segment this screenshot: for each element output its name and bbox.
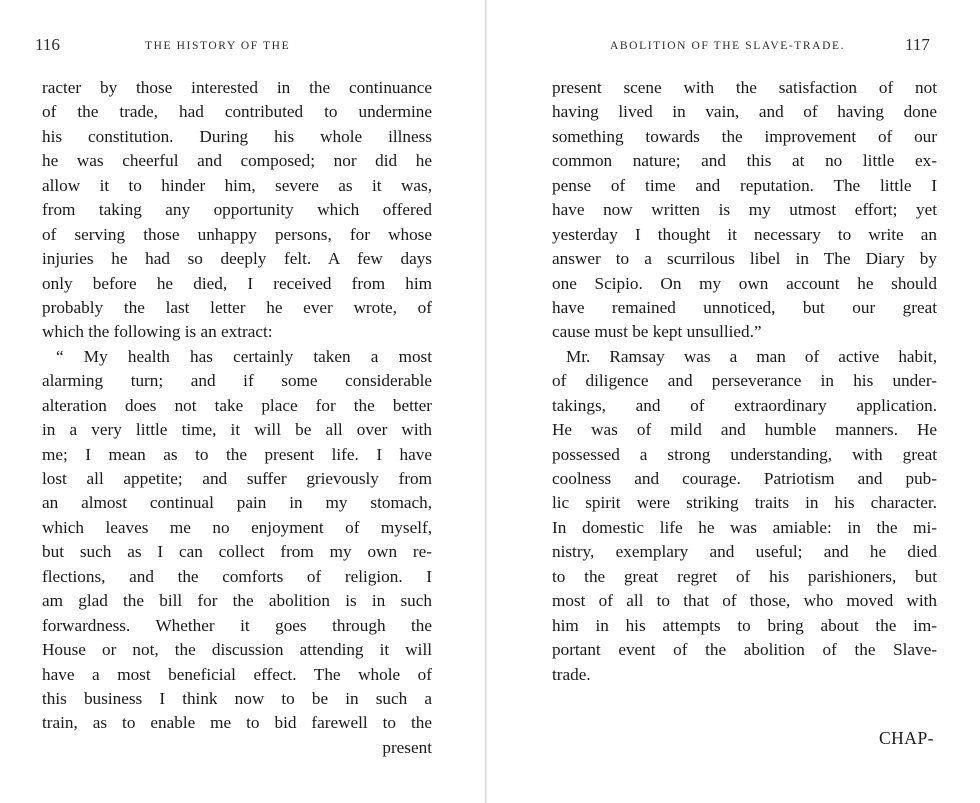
text-line: of diligence and perseverance in his under- [552,371,937,391]
text-line: injuries he had so deeply felt. A few days [42,249,432,269]
text-line: coolness and courage. Patriotism and pub- [552,469,937,488]
text-line: having lived in vain, and of having done [552,102,937,122]
text-line: from taking any opportunity which offered [42,200,432,220]
page-number: 116 [35,35,60,54]
text-line: train, as to enable me to bid farewell to the [42,713,432,733]
text-line: possessed a strong understanding, with great [552,444,937,464]
left-page [0,0,485,803]
right-page-text [552,76,937,687]
text-line: he was cheerful and composed; nor did he [42,151,432,171]
text-line: lost all appetite; and suffer grievously from [42,469,432,488]
text-line: portant event of the abolition of the Slave- [552,640,937,660]
text-line: probably the last letter he ever wrote, of [42,297,432,317]
text-line: but such as I can collect from my own re- [42,542,432,562]
text-line: have remained unnoticed, but our great [552,297,937,317]
text-line: present scene with the satisfaction of not [552,78,937,97]
text-line: takings, and of extraordinary application. [552,395,937,415]
text-line: which leaves me no enjoyment of myself, [42,517,432,537]
text-line: answer to a scurrilous libel in The Diary by [552,249,937,269]
page-number: 117 [905,35,930,54]
text-line: am glad the bill for the abolition is in such [42,591,432,611]
text-line: nistry, exemplary and useful; and he died [552,542,937,562]
text-line: “ My health has certainly taken a most [56,346,432,366]
text-line: Mr. Ramsay was a man of active habit, [566,346,937,366]
text-line: him in his attempts to bring about the im- [552,615,937,635]
text-line: to the great regret of his parishioners, but [552,566,937,586]
catchword: present [382,737,432,757]
text-line: this business I think now to be in such a [42,688,432,708]
text-line: common nature; and this at no little ex- [552,151,937,171]
text-line: one Scipio. On my own account he should [552,273,937,293]
text-line: in a very little time, it will be all over with [42,420,432,440]
text-line: have now written is my utmost effort; yet [552,200,937,220]
text-line: yesterday I thought it necessary to write an [552,224,937,244]
text-line: most of all to that of those, who moved with [552,591,937,611]
text-line: House or not, the discussion attending it will [42,640,432,660]
left-page-text [42,76,432,760]
text-line: forwardness. Whether it goes through the [42,615,432,635]
text-line: cause must be kept unsullied.” [552,322,762,342]
text-line: alteration does not take place for the better [42,395,432,415]
text-line: lic spirit were striking traits in his character. [552,493,937,513]
catchword: CHAP- [879,728,935,748]
text-line: flections, and the comforts of religion. I [42,566,432,586]
text-line: alarming turn; and if some considerable [42,371,432,391]
right-page [487,0,980,803]
text-line: He was of mild and humble manners. He [552,420,937,440]
text-line: something towards the improvement of our [552,126,937,146]
running-head: THE HISTORY OF THE [145,40,291,52]
text-line: me; I mean as to the present life. I have [42,444,432,464]
text-line: racter by those interested in the continuance [42,78,432,97]
text-line: which the following is an extract: [42,322,273,342]
text-line: only before he died, I received from him [42,273,432,293]
text-line: In domestic life he was amiable: in the mi- [552,517,937,537]
text-line: of serving those unhappy persons, for whose [42,224,432,244]
running-head: ABOLITION OF THE SLAVE-TRADE. [610,40,846,52]
text-line: pense of time and reputation. The little I [552,175,937,195]
text-line: of the trade, had contributed to undermine [42,102,432,122]
text-line: his constitution. During his whole illness [42,126,432,146]
text-line: allow it to hinder him, severe as it was, [42,175,432,195]
text-line: trade. [552,664,591,684]
text-line: have a most beneficial effect. The whole of [42,664,432,684]
text-line: an almost continual pain in my stomach, [42,493,432,513]
